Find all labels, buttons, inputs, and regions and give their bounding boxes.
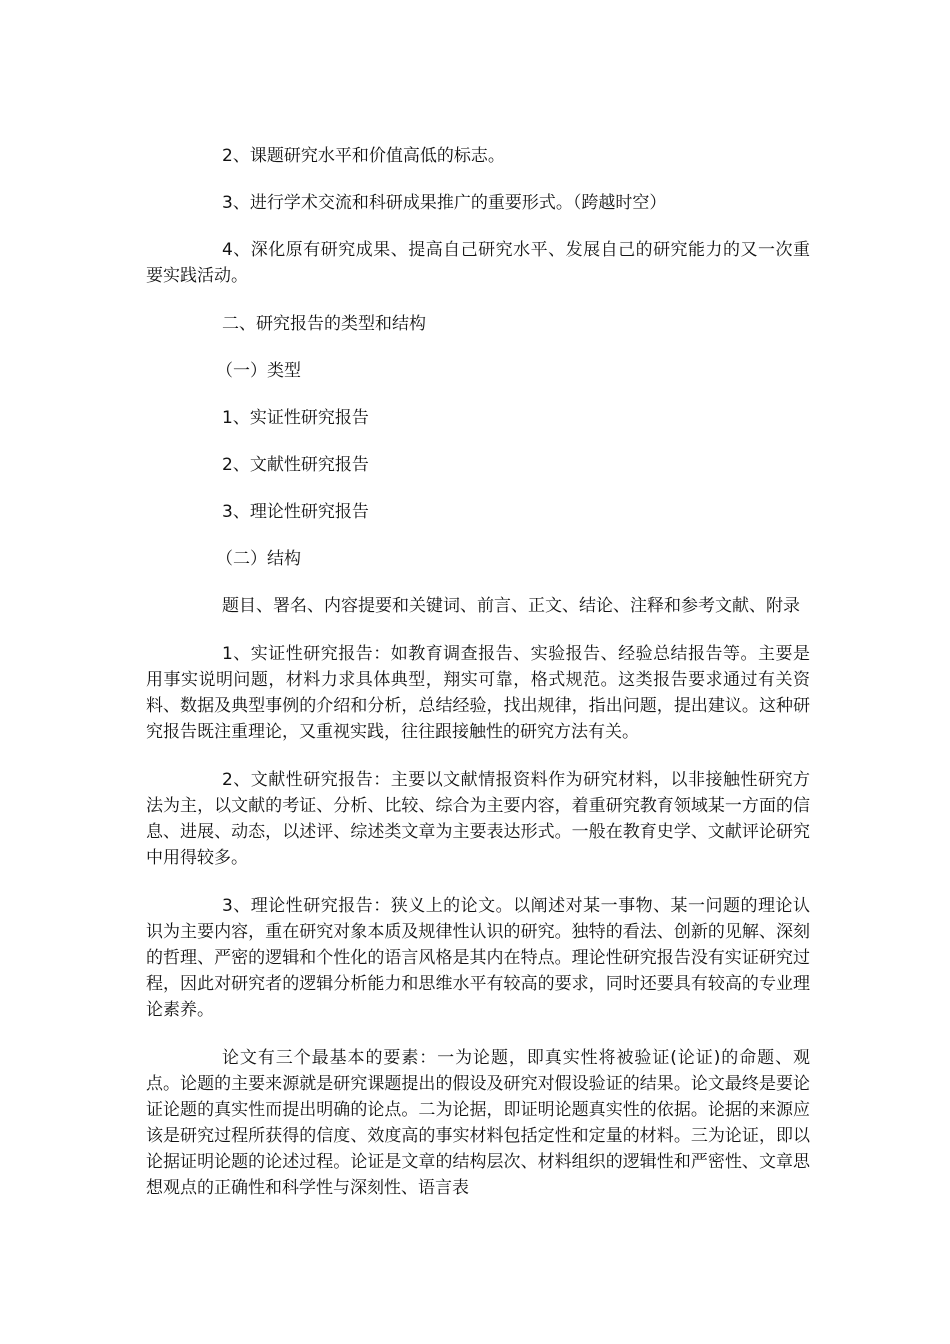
document-body	[146, 143, 810, 1201]
type-item-2: 2、文献性研究报告	[222, 455, 369, 475]
paragraph-3: 4、深化原有研究成果、提高自己研究水平、发展自己的研究能力的又一次重要实践活动。	[146, 240, 810, 286]
paragraph-2: 3、进行学术交流和科研成果推广的重要形式。（跨越时空）	[222, 193, 667, 213]
type-item-1: 1、实证性研究报告	[222, 408, 369, 428]
literature-report-paragraph: 2、文献性研究报告：主要以文献情报资料作为研究材料，以非接触性研究方法为主，以文献的考证、分析、比较、综合为主要内容，着重研究教育领域某一方面的信息、进展、动态，以述评、综述类文章为主要表达形式。一般在教育史学、文献评论研究中用得较多。	[146, 770, 810, 868]
type-item-3: 3、理论性研究报告	[222, 502, 369, 522]
thesis-elements-paragraph: 论文有三个最基本的要素：一为论题，即真实性将被验证(论证)的命题、观点。论题的主要来源就是研究课题提出的假设及研究对假设验证的结果。论文最终是要论证论题的真实性而提出明确的论点。二为论据，即证明论题真实性的依据。论据的来源应该是研究过程所获得的信度、效度高的事实材料包括定性和定量的材料。三为论证，即以论据证明论题的论述过程。论证是文章的结构层次、材料组织的逻辑性和严密性、文章思想观点的正确性和科学性与深刻性、语言表	[146, 1048, 810, 1198]
structure-paragraph: 题目、署名、内容提要和关键词、前言、正文、结论、注释和参考文献、附录	[222, 596, 800, 616]
theoretical-report-paragraph: 3、理论性研究报告：狭义上的论文。以阐述对某一事物、某一问题的理论认识为主要内容，重在研究对象本质及规律性认识的研究。独特的看法、创新的见解、深刻的哲理、严密的逻辑和个性化的语言风格是其内在特点。理论性研究报告没有实证研究过程，因此对研究者的逻辑分析能力和思维水平有较高的要求，同时还要具有较高的专业理论素养。	[146, 896, 810, 1020]
section-heading: 二、研究报告的类型和结构	[222, 314, 426, 334]
paragraph-1: 2、课题研究水平和价值高低的标志。	[222, 146, 505, 166]
empirical-report-paragraph: 1、实证性研究报告：如教育调查报告、实验报告、经验总结报告等。主要是用事实说明问题，材料力求具体典型，翔实可靠，格式规范。这类报告要求通过有关资料、数据及典型事例的介绍和分析，总结经验，找出规律，指出问题，提出建议。这种研究报告既注重理论，又重视实践，往往跟接触性的研究方法有关。	[146, 644, 810, 742]
subsection-heading-types: （一）类型	[216, 361, 301, 381]
subsection-heading-structure: （二）结构	[216, 549, 301, 569]
